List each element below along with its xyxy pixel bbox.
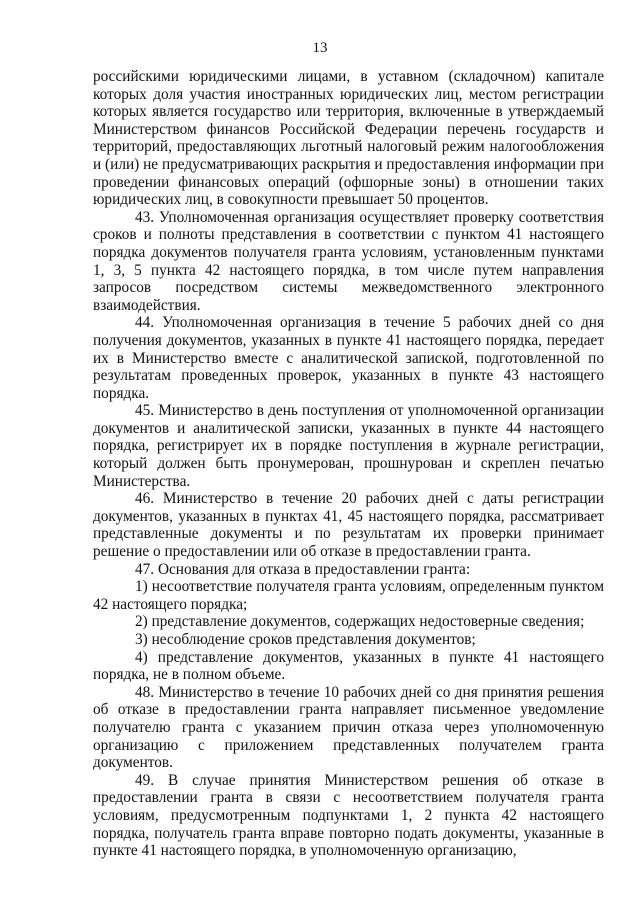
paragraph-48: 48. Министерство в течение 10 рабочих дней со дня принятия решения об отказе в предоставлении гранта направляет письменное уведомление получателю гранта с указанием причин отказа через уполномоченную организацию с приложением представленных получателем гранта документов. [93,683,604,772]
subparagraph-47-3: 3) несоблюдение сроков представления документов; [135,631,476,648]
paragraph-44: 44. Уполномоченная организация в течение 5 рабочих дней со дня получения документов, указанных в пункте 41 настоящего порядка, передает их в Министерство вместе с аналитической запиской, подготовленной по результатам проведенных проверок, указанных в пункте 43 настоящего порядка. [93,314,604,402]
subparagraph-47-1: 1) несоответствие получателя гранта условиям, определенным пунктом 42 настоящего порядка; [93,578,604,613]
paragraph-continuation: российскими юридическими лицами, в уставном (складочном) капитале которых доля участия иностранных юридических лиц, местом регистрации которых является государство или территория, включенные в утверждаемый Министерством финансов Российской Федерации перечень государств и территорий, предоставляющих льготный налоговый режим налогообложения и (или) не предусматривающих раскрытия и предоставления информации при проведении финансовых операций (офшорные зоны) в отношении таких юридических лиц, в совокупности превышает 50 процентов. [93,68,604,209]
paragraph-45: 45. Министерство в день поступления от уполномоченной организации документов и аналитической записки, указанных в пункте 44 настоящего порядка, регистрирует их в порядке поступления в журнале регистрации, который должен быть пронумерован, прошнурован и скреплен печатью Министерства. [93,402,604,490]
paragraph-43: 43. Уполномоченная организация осуществляет проверку соответствия сроков и полноты представления в соответствии с пунктом 41 настоящего порядка документов получателя гранта условиям, установленным пунктами 1, 3, 5 пункта 42 настоящего порядка, в том числе путем направления запросов посредством системы межведомственного электронного взаимодействия. [93,208,604,314]
paragraph-49: 49. В случае принятия Министерством решения об отказе в предоставлении гранта в связи с несоответствием получателя гранта условиям, предусмотренным подпунктами 1, 2 пункта 42 настоящего порядка, получатель гранта вправе повторно подать документы, указанные в пункте 41 настоящего порядка, в уполномоченную организацию, [93,771,604,860]
paragraph-47: 47. Основания для отказа в предоставлении гранта: [135,560,471,578]
subparagraph-47-4: 4) представление документов, указанных в пункте 41 настоящего порядка, не в полном объеме. [93,648,604,684]
subparagraph-47-2: 2) представление документов, содержащих недостоверные сведения; [135,613,585,631]
page-number: 13 [312,40,328,56]
paragraph-46: 46. Министерство в течение 20 рабочих дней с даты регистрации документов, указанных в пунктах 41, 45 настоящего порядка, рассматривает представленные документы и по результатам их проверки принимает решение о предоставлении или об отказе в предоставлении гранта. [93,490,604,561]
